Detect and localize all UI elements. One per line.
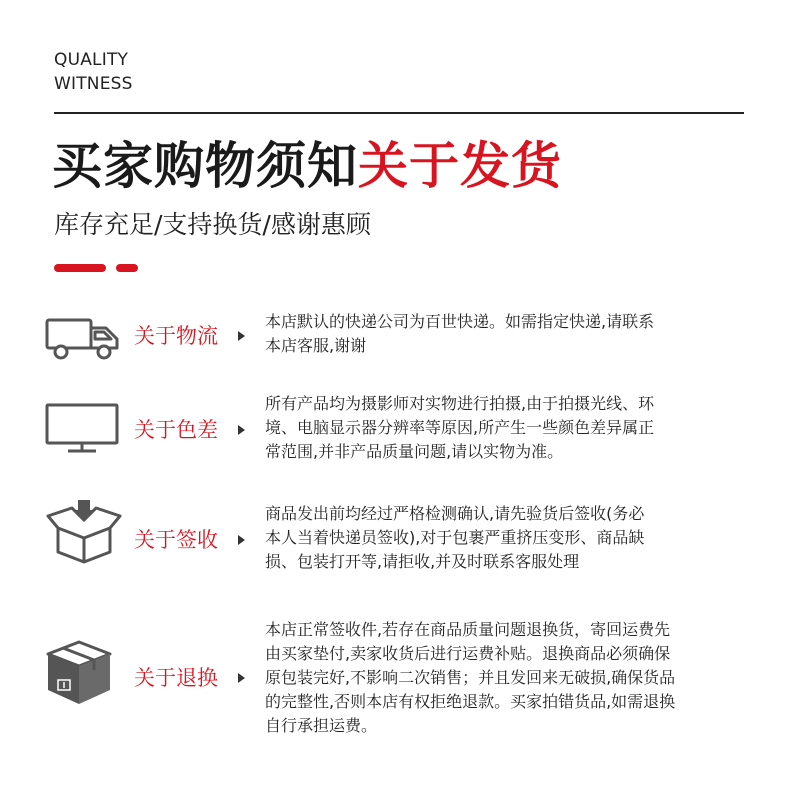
caret-right-icon: [238, 673, 245, 683]
brand-line-1: QUALITY: [54, 50, 129, 70]
open-box-icon: [44, 498, 124, 570]
section-description: 本店默认的快递公司为百世快递。如需指定快递,请联系 本店客服,谢谢: [265, 312, 655, 355]
caret-right-icon: [238, 535, 245, 545]
section-label: 关于色差: [134, 418, 218, 442]
truck-icon: [44, 314, 122, 366]
page-subtitle: 库存充足/支持换货/感谢惠顾: [54, 210, 371, 239]
brand-logo-text: [54, 48, 133, 96]
section-label: 关于物流: [134, 324, 218, 348]
section-description: 所有产品均为摄影师对实物进行拍摄,由于拍摄光线、环 境、电脑显示器分辨率等原因,所产生一些颜色差异属正 常范围,并非产品质量问题,请以实物为准。: [265, 394, 655, 461]
page-title: [52, 134, 562, 198]
caret-right-icon: [238, 331, 245, 341]
section-description: 商品发出前均经过严格检测确认,请先验货后签收(务必 本人当着快递员签收),对于包裹严重挤压变形、商品缺 损、包装打开等,请拒收,并及时联系客服处理: [265, 504, 645, 571]
accent-bar-short: [116, 264, 138, 272]
brand-line-2: WITNESS: [54, 74, 133, 94]
section-description: 本店正常签收件,若存在商品质量问题退换货，寄回运费先 由买家垫付,卖家收货后进行运费补贴。退换商品必须确保 原包装完好,不影响二次销售；并且发回来无破损,确保货品 的完整性,否则本店有权拒绝退款。买家拍错货品,如需退换 自行承担运费。: [265, 620, 676, 735]
accent-bar-long: [54, 264, 106, 272]
title-main: 买家购物须知: [52, 137, 358, 195]
caret-right-icon: [238, 425, 245, 435]
package-icon: [44, 640, 114, 712]
title-highlight: 关于发货: [358, 137, 562, 195]
monitor-icon: [44, 402, 120, 458]
header-divider: [54, 112, 744, 114]
section-label: 关于退换: [134, 666, 218, 690]
section-label: 关于签收: [134, 528, 218, 552]
